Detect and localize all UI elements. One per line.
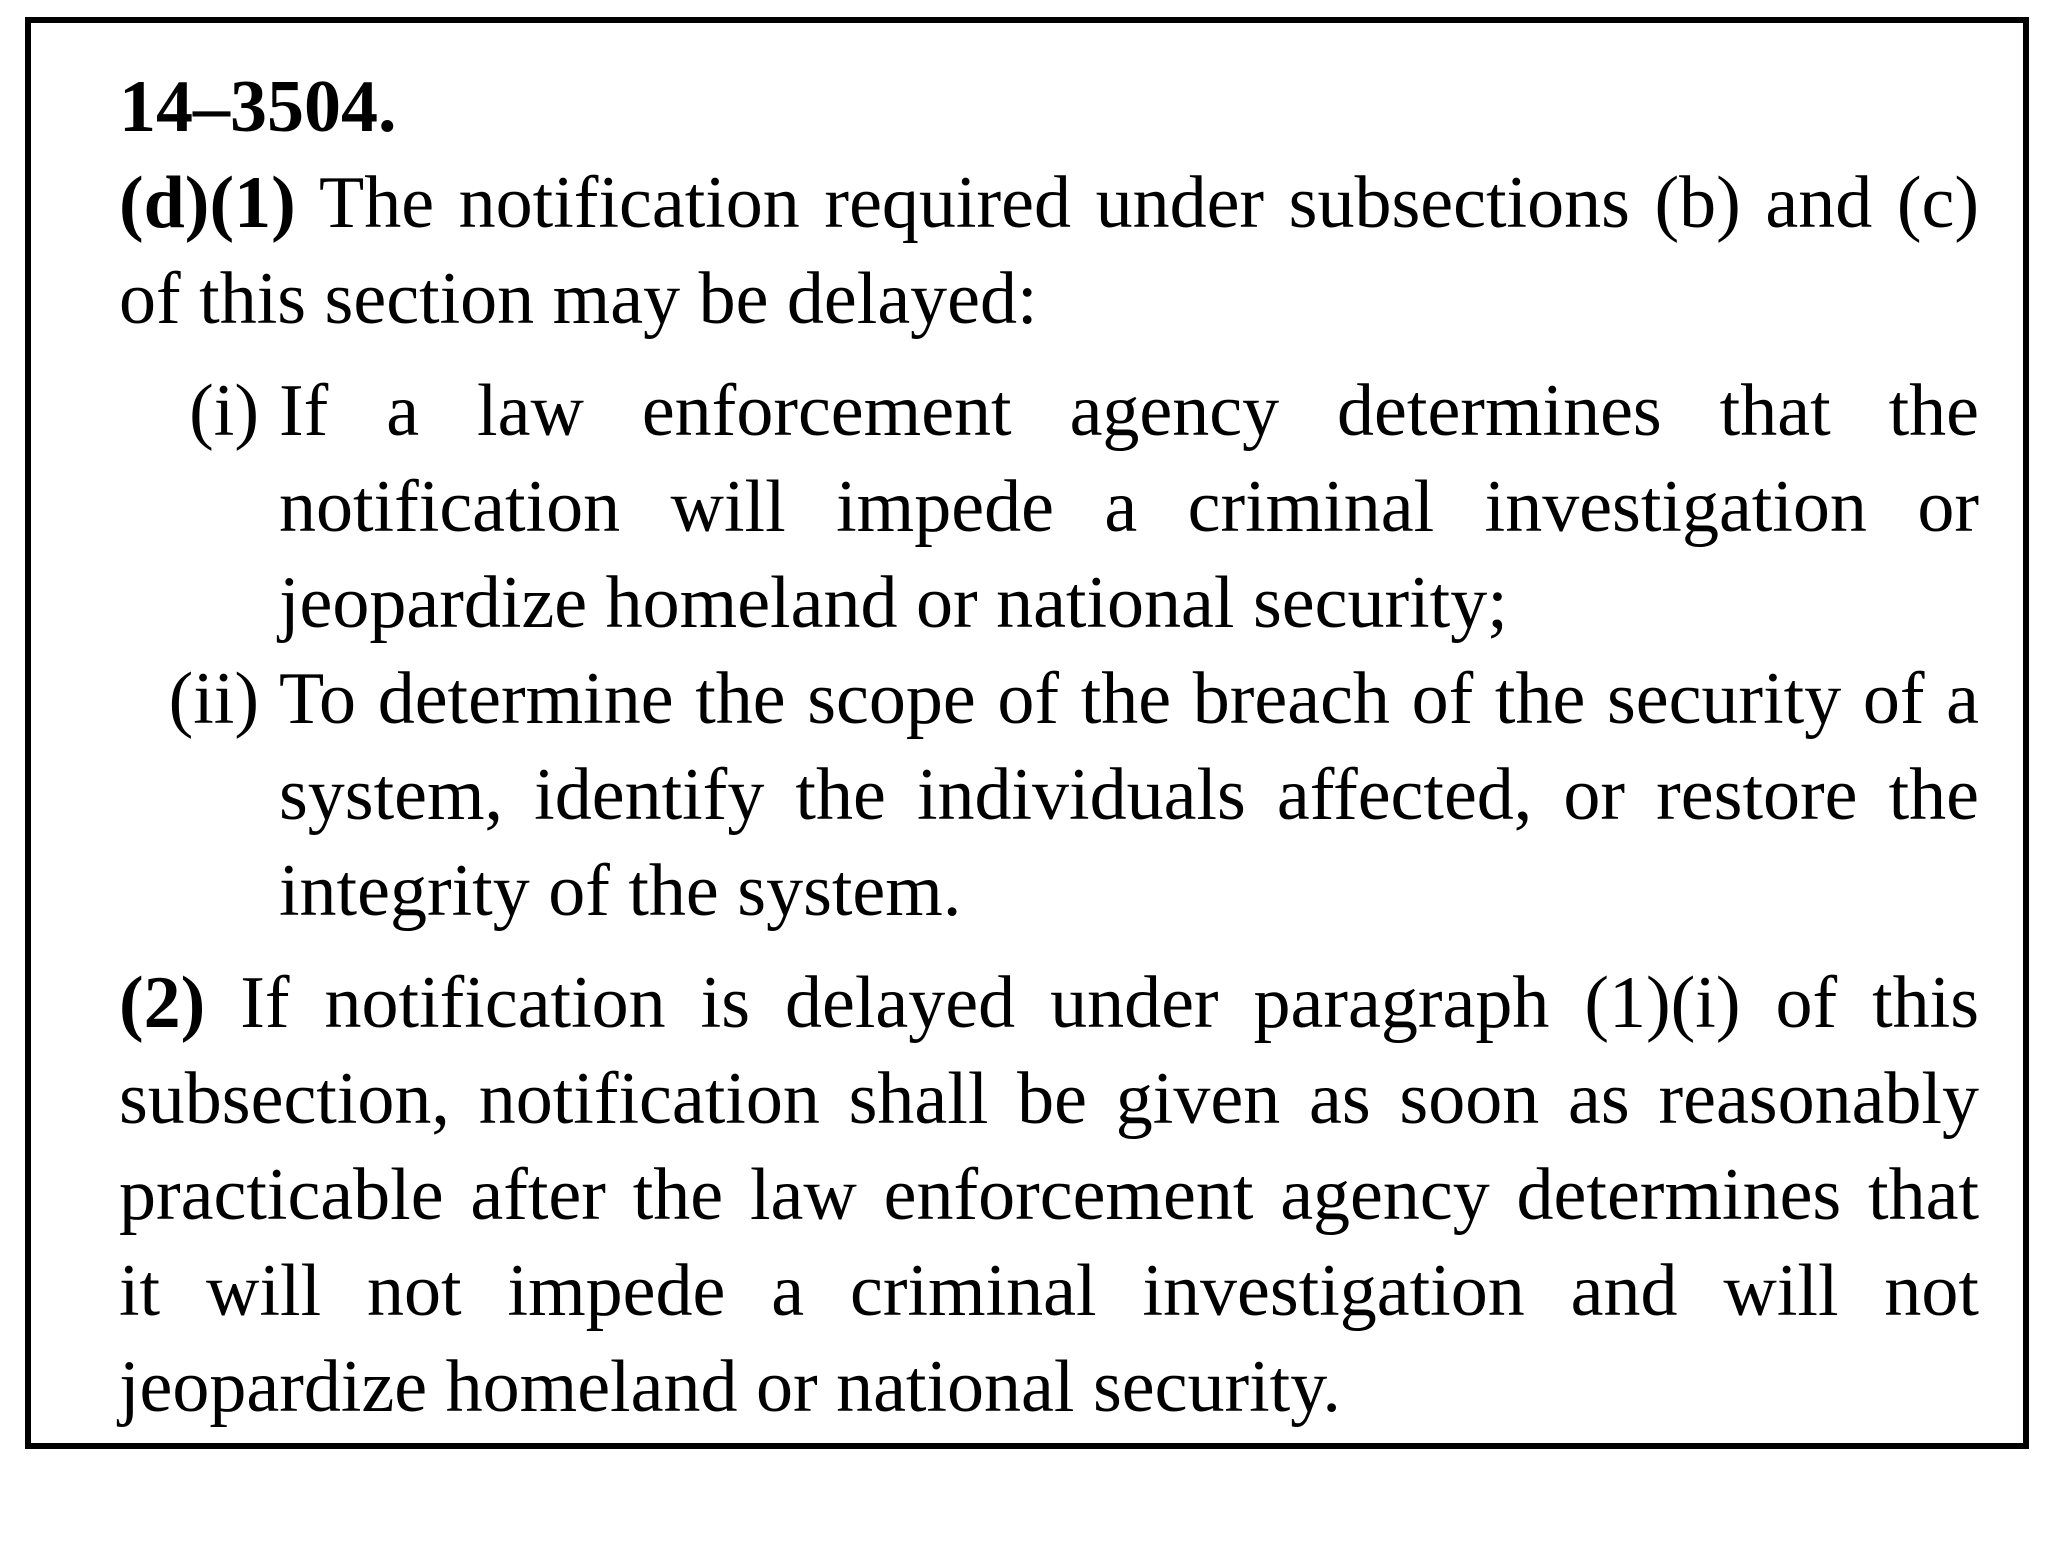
list-item-ii [119, 651, 1979, 939]
document-content [119, 59, 1979, 1435]
item-list [119, 363, 1979, 939]
document-frame [25, 17, 2029, 1449]
list-item-i-text: If a law enforcement agency determines that the notification will impede a criminal investigation or jeopardize homeland or national security; [279, 370, 1979, 644]
list-item-i [119, 363, 1979, 651]
paragraph-2-label: (2) [119, 962, 206, 1044]
paragraph-2 [119, 955, 1979, 1435]
paragraph-2-text: If notification is delayed under paragraph (1)(i) of this subsection, notification shall be given as soon as reasonably practicable after the law enforcement agency determines that it will not impede a criminal investigation and will not jeopardize homeland or national security. [119, 962, 1979, 1428]
paragraph-d1-label: (d)(1) [119, 162, 296, 244]
paragraph-d1 [119, 155, 1979, 347]
section-number: 14–3504. [119, 66, 397, 148]
paragraph-d1-text: The notification required under subsections (b) and (c) of this section may be delayed: [119, 162, 1979, 340]
list-item-i-number: (i) [189, 370, 259, 452]
list-item-ii-number: (ii) [168, 658, 259, 740]
list-item-ii-text: To determine the scope of the breach of the security of a system, identify the individuals affected, or restore the integrity of the system. [279, 658, 1979, 932]
